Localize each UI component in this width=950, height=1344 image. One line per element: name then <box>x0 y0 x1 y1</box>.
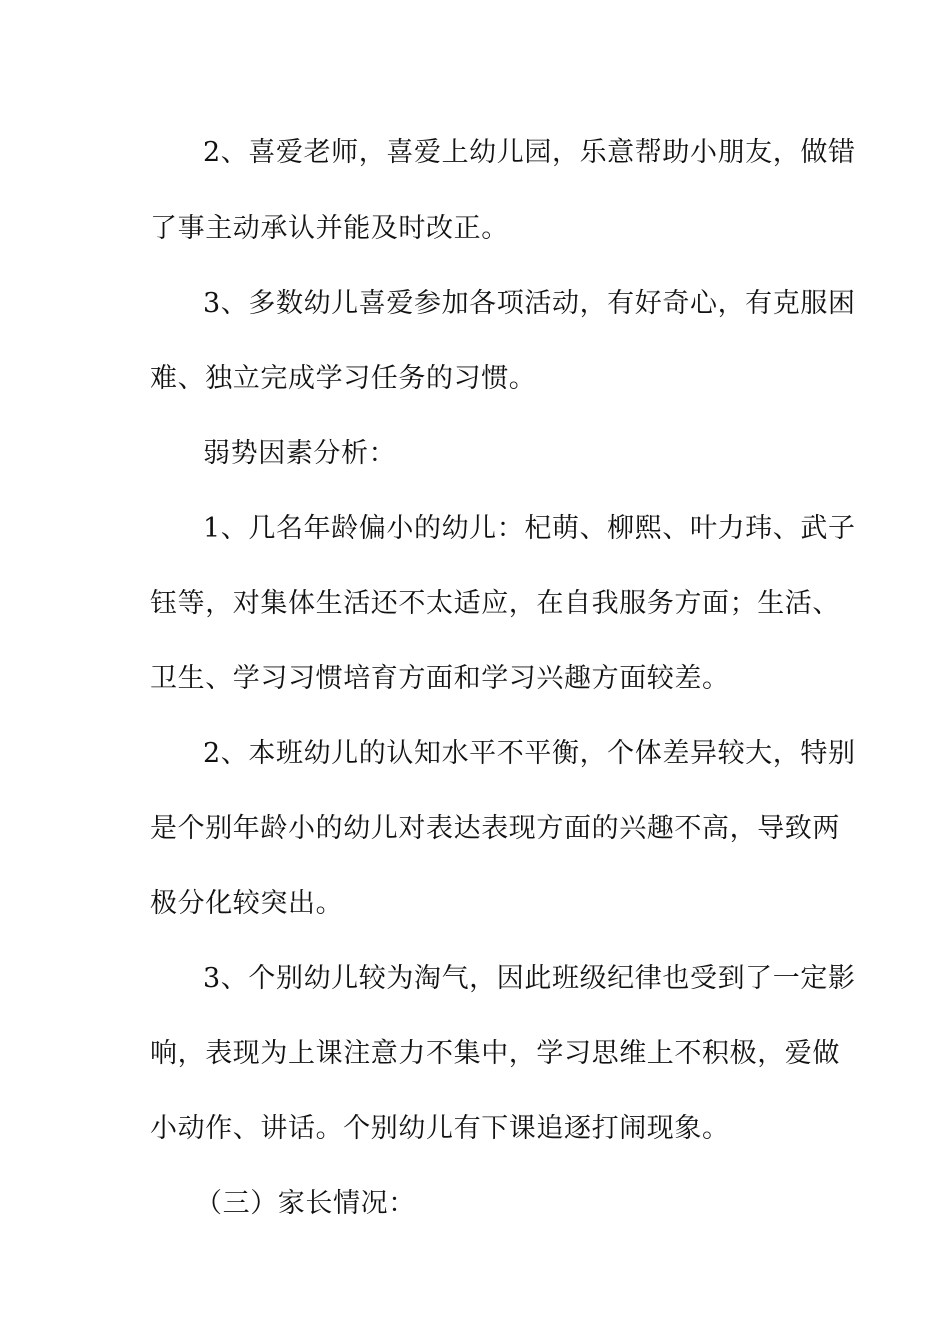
section-heading: 弱势因素分析： <box>203 438 397 469</box>
paragraph-line: 难、独立完成学习任务的习惯。 <box>150 363 537 394</box>
paragraph-line: 钰等，对集体生活还不太适应，在自我服务方面；生活、 <box>150 588 840 619</box>
paragraph-line: 极分化较突出。 <box>150 888 344 919</box>
paragraph-line: 2、本班幼儿的认知水平不平衡，个体差异较大，特别 <box>203 738 856 769</box>
paragraph-line: 1、几名年龄偏小的幼儿：杞萌、柳熙、叶力玮、武子 <box>203 513 856 544</box>
paragraph-line: 3、个别幼儿较为淘气，因此班级纪律也受到了一定影 <box>203 963 856 994</box>
paragraph-line: 了事主动承认并能及时改正。 <box>150 213 509 244</box>
paragraph-line: 响，表现为上课注意力不集中，学习思维上不积极，爱做 <box>150 1038 840 1069</box>
paragraph-line: 小动作、讲话。个别幼儿有下课追逐打闹现象。 <box>150 1113 730 1144</box>
section-heading: （三）家长情况： <box>195 1188 416 1219</box>
paragraph-line: 2、喜爱老师，喜爱上幼儿园，乐意帮助小朋友，做错 <box>203 137 856 168</box>
paragraph-line: 卫生、学习习惯培育方面和学习兴趣方面较差。 <box>150 663 730 694</box>
paragraph-line: 是个别年龄小的幼儿对表达表现方面的兴趣不高，导致两 <box>150 813 840 844</box>
paragraph-line: 3、多数幼儿喜爱参加各项活动，有好奇心，有克服困 <box>203 288 856 319</box>
